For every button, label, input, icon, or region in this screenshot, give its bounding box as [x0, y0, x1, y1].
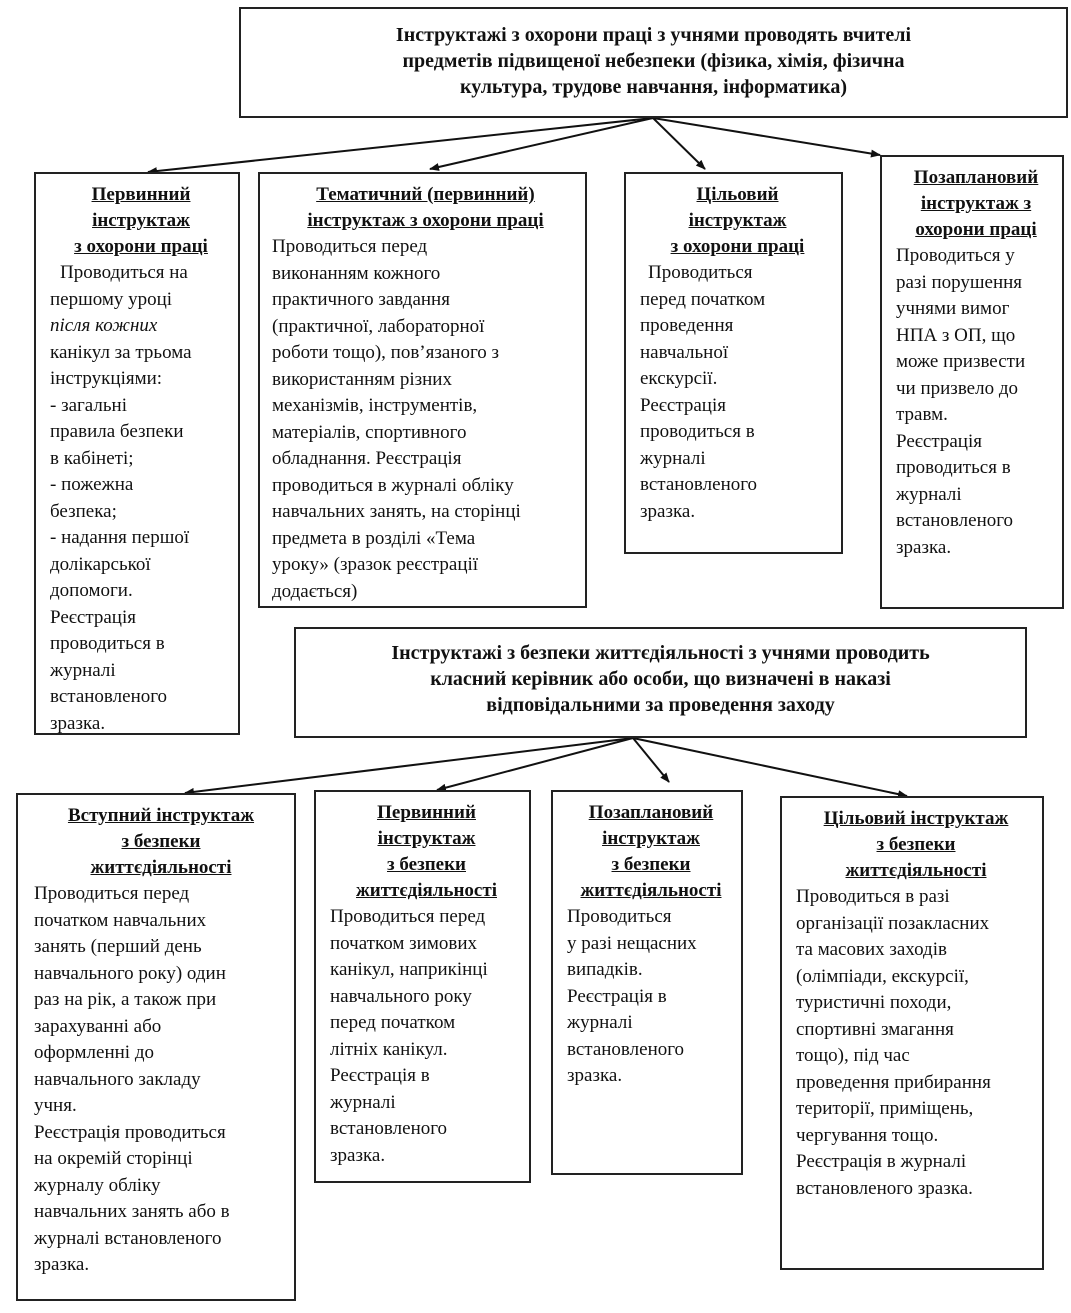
body-line: травм.	[896, 404, 948, 425]
body-line: Проводиться перед	[330, 906, 486, 927]
body-line: встановленого	[50, 686, 168, 707]
arrow-to-top-box-2	[430, 118, 653, 169]
body-line: та масових заходів	[796, 939, 947, 960]
body-line: оформленні до	[34, 1042, 154, 1063]
title-line: Позаплановий	[588, 802, 714, 823]
arrow-to-bottom-box-3	[633, 738, 669, 782]
body-line: предмета в розділі «Тема	[272, 527, 476, 549]
box-title	[50, 182, 232, 260]
title-line: Позаплановий	[913, 167, 1039, 188]
arrow-to-bottom-box-2	[437, 738, 633, 790]
box-title	[796, 806, 1036, 884]
body-line: початком навчальних	[34, 909, 207, 931]
body-line: чергування тощо.	[796, 1124, 939, 1146]
body-line: у разі нещасних	[567, 932, 697, 954]
body-line: організації позакласних	[796, 912, 990, 934]
body-line: навчального року) один	[34, 962, 226, 984]
arrow-to-bottom-box-4	[633, 738, 907, 796]
body-line: навчального закладу	[34, 1068, 201, 1090]
body-line: НПА з ОП, що	[896, 324, 1016, 346]
body-line: туристичні походи,	[796, 992, 952, 1013]
body-line: правила безпеки	[50, 421, 184, 442]
body-line: виконанням кожного	[272, 262, 441, 284]
bottom-box-primary-life-safety	[314, 790, 531, 1183]
body-line: учня.	[34, 1095, 77, 1116]
title-line: з безпеки	[387, 854, 466, 875]
title-line: Первинний	[91, 184, 191, 205]
box-body	[896, 243, 1056, 561]
title-line: життєдіяльності	[90, 857, 232, 878]
title-line: з безпеки	[876, 834, 956, 855]
body-line: Реєстрація в журналі	[796, 1151, 967, 1172]
arrow-to-top-box-4	[653, 118, 880, 155]
top-box-primary-labor-safety	[34, 172, 240, 735]
title-line: життєдіяльності	[356, 880, 497, 901]
box-title	[272, 182, 579, 234]
body-line: літніх канікул.	[330, 1038, 448, 1060]
body-line: практичного завдання	[272, 289, 450, 310]
title-line: Цільовий інструктаж	[823, 808, 1009, 829]
body-line: учнями вимог	[896, 298, 1010, 319]
arrow-to-top-box-1	[148, 118, 653, 172]
box-body	[50, 260, 232, 735]
body-line: Реєстрація проводиться	[34, 1121, 226, 1143]
body-line: тощо), під час	[796, 1045, 910, 1066]
body-line: журналу обліку	[34, 1174, 161, 1196]
top-box-targeted-labor-safety	[624, 172, 843, 554]
title-line: інструктаж	[377, 828, 476, 849]
body-line: журналі встановленого	[34, 1227, 222, 1249]
arrow-to-bottom-box-1	[185, 738, 633, 793]
title-line: життєдіяльності	[845, 860, 987, 881]
title-line: Первинний	[377, 802, 476, 823]
bottom-box-unscheduled-life-safety	[551, 790, 743, 1175]
body-line: зразка.	[567, 1065, 623, 1086]
body-line: Реєстрація	[640, 394, 726, 416]
body-line: допомоги.	[50, 580, 133, 601]
body-line: випадків.	[567, 959, 643, 980]
body-line: Проводиться	[648, 262, 753, 283]
body-line: (практичної, лабораторної	[272, 315, 485, 337]
body-line: обладнання. Реєстрація	[272, 448, 462, 469]
body-line: журналі	[896, 483, 962, 505]
body-line: роботи тощо), пов’язаного з	[272, 342, 500, 363]
top-header-line: культура, трудове навчання, інформатика)	[459, 76, 848, 98]
body-line: проведення	[640, 315, 734, 336]
body-line: журналі	[567, 1012, 633, 1033]
title-line: з охорони праці	[670, 236, 805, 257]
body-line: Реєстрація в	[330, 1065, 430, 1086]
body-line: встановленого	[640, 474, 758, 495]
box-title	[330, 800, 523, 904]
title-line: інструктаж	[92, 210, 190, 231]
body-line: раз на рік, а також при	[34, 989, 217, 1010]
body-line: Проводиться у	[896, 245, 1015, 266]
body-line: в кабінеті;	[50, 447, 134, 469]
body-line: журналі	[50, 659, 116, 681]
bottom-box-introductory-life-safety	[16, 793, 296, 1301]
body-line: встановленого	[567, 1038, 685, 1060]
body-line: канікул, наприкінці	[330, 959, 488, 980]
body-line: навчального року	[330, 985, 472, 1007]
title-line: охорони праці	[915, 219, 1037, 240]
body-line: початком зимових	[330, 932, 477, 954]
body-line: Проводиться	[567, 906, 672, 927]
box-body	[34, 881, 288, 1279]
body-line: зразка.	[330, 1144, 386, 1166]
body-line: зразка.	[50, 712, 106, 734]
box-body	[330, 904, 523, 1169]
body-line: встановленого зразка.	[796, 1177, 973, 1199]
title-line: з безпеки	[121, 831, 201, 852]
body-line: разі порушення	[896, 271, 1023, 293]
body-line: Реєстрація	[896, 430, 982, 452]
body-line: - надання першої	[50, 527, 190, 548]
body-line: першому уроці	[50, 288, 173, 310]
body-line: зарахуванні або	[34, 1015, 162, 1037]
box-title	[567, 800, 735, 904]
body-line: після кожних	[50, 315, 158, 336]
box-title	[34, 803, 288, 881]
body-line: встановленого	[330, 1118, 448, 1139]
title-line: інструктаж	[688, 210, 787, 231]
body-line: (олімпіади, екскурсії,	[796, 965, 969, 987]
body-line: навчальних занять, на сторінці	[272, 501, 521, 522]
title-line: інструктаж з	[920, 193, 1032, 214]
body-line: чи призвело до	[896, 377, 1019, 399]
body-line: може призвести	[896, 351, 1026, 372]
body-line: інструкціями:	[50, 368, 163, 389]
body-line: долікарської	[50, 553, 151, 575]
arrow-to-top-box-3	[653, 118, 705, 169]
middle-header-line: Інструктажі з безпеки життєдіяльності з учнями проводить	[391, 642, 930, 664]
middle-header-box	[294, 627, 1027, 738]
body-line: навчальної	[640, 341, 729, 363]
body-line: додається)	[272, 580, 358, 602]
body-line: проводиться в	[896, 457, 1011, 478]
top-header-line: Інструктажі з охорони праці з учнями проводять вчителі	[395, 24, 912, 46]
box-body	[567, 904, 735, 1090]
body-line: Проводиться на	[60, 262, 188, 283]
middle-header-line: класний керівник або особи, що визначені в наказі	[430, 668, 891, 690]
box-title	[896, 165, 1056, 243]
title-line: Вступний інструктаж	[67, 805, 255, 826]
box-body	[640, 260, 835, 525]
body-line: екскурсії.	[640, 368, 718, 389]
title-line: життєдіяльності	[580, 880, 722, 901]
body-line: журналі	[640, 447, 706, 469]
title-line: інструктаж	[602, 828, 700, 849]
body-line: проведення прибирання	[796, 1071, 991, 1093]
middle-header-line: відповідальними за проведення заходу	[486, 694, 835, 716]
body-line: перед початком	[330, 1012, 456, 1033]
body-line: проводиться в	[50, 633, 165, 654]
body-line: матеріалів, спортивного	[272, 421, 467, 443]
body-line: території, приміщень,	[796, 1098, 974, 1119]
body-line: спортивні змагання	[796, 1018, 954, 1040]
top-header-line: предметів підвищеної небезпеки (фізика, хімія, фізична	[402, 50, 905, 72]
title-line: з безпеки	[611, 854, 691, 875]
body-line: Проводиться перед	[272, 236, 428, 257]
box-title	[640, 182, 835, 260]
top-box-thematic-labor-safety	[258, 172, 587, 608]
body-line: перед початком	[640, 288, 766, 310]
body-line: Реєстрація в	[567, 985, 667, 1007]
body-line: зразка.	[640, 500, 696, 522]
box-body	[796, 884, 1036, 1202]
body-line: зразка.	[896, 536, 952, 558]
body-line: Реєстрація	[50, 606, 136, 628]
body-line: - загальні	[50, 394, 128, 416]
bottom-box-targeted-life-safety	[780, 796, 1044, 1270]
top-header-box	[239, 7, 1068, 118]
body-line: занять (перший день	[34, 936, 202, 957]
body-line: журналі	[330, 1091, 396, 1113]
body-line: Проводиться перед	[34, 883, 190, 904]
title-line: інструктаж з охорони праці	[307, 210, 544, 231]
body-line: проводиться в	[640, 421, 755, 442]
body-line: безпека;	[50, 500, 117, 522]
title-line: Тематичний (первинний)	[316, 184, 535, 205]
body-line: встановленого	[896, 510, 1014, 531]
top-box-unscheduled-labor-safety	[880, 155, 1064, 609]
body-line: проводиться в журналі обліку	[272, 474, 514, 496]
body-line: зразка.	[34, 1254, 90, 1275]
body-line: Проводиться в разі	[796, 886, 950, 907]
body-line: уроку» (зразок реєстрації	[272, 554, 479, 575]
title-line: з охорони праці	[74, 236, 208, 257]
body-line: на окремій сторінці	[34, 1148, 193, 1169]
body-line: - пожежна	[50, 474, 134, 495]
body-line: механізмів, інструментів,	[272, 395, 478, 416]
body-line: навчальних занять або в	[34, 1201, 230, 1222]
title-line: Цільовий	[696, 184, 779, 205]
box-body	[272, 234, 579, 605]
body-line: канікул за трьома	[50, 341, 192, 363]
body-line: використанням різних	[272, 368, 452, 390]
